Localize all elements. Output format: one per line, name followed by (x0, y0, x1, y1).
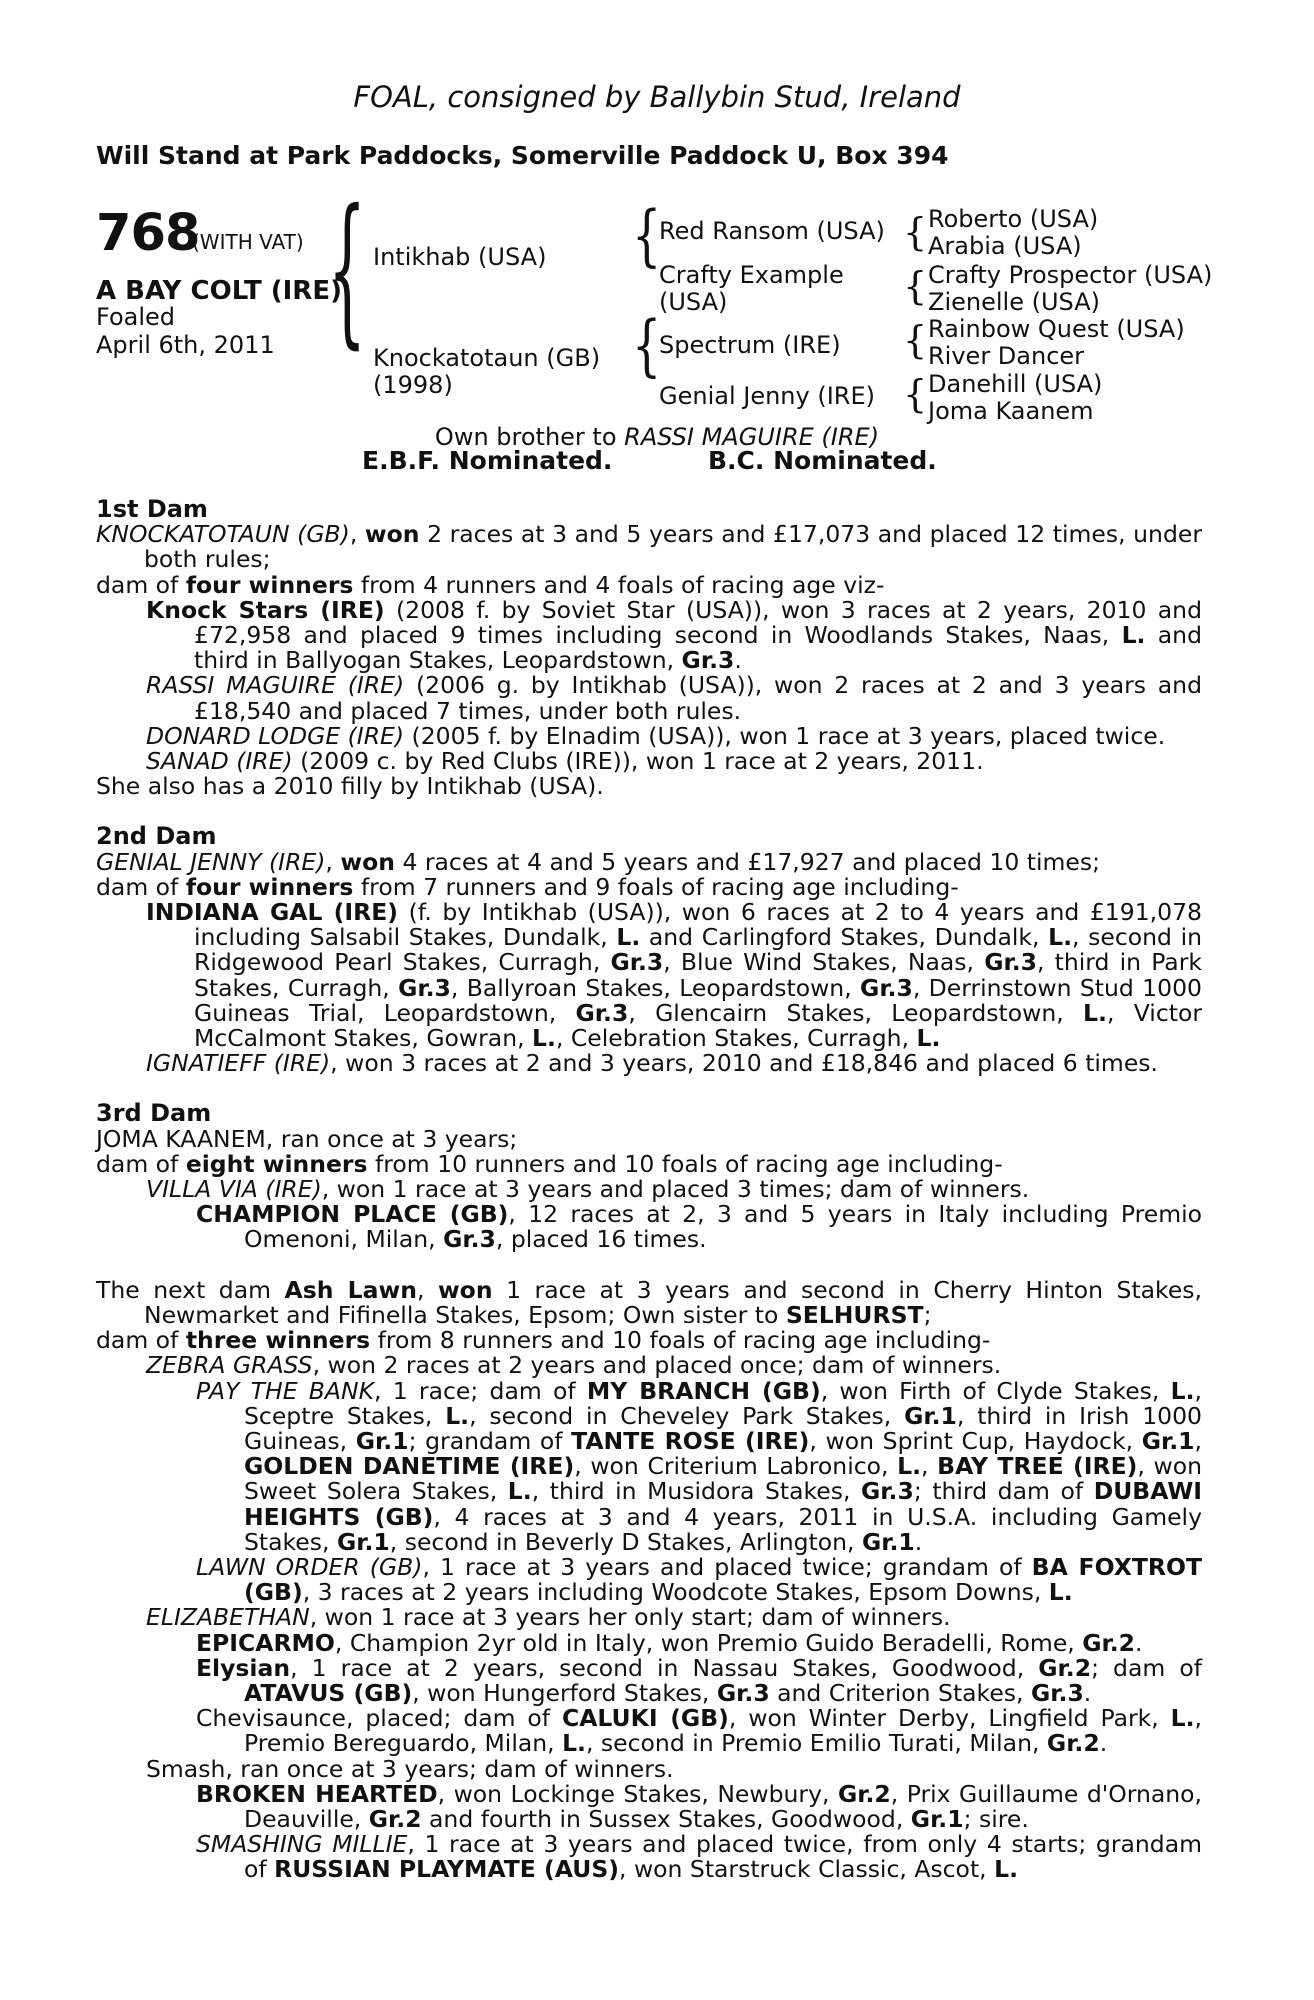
dam-sire: Spectrum (IRE) (659, 331, 841, 359)
ebf-nomination: E.B.F. Nominated. (362, 446, 613, 475)
ancestor: Roberto (USA) (928, 205, 1099, 233)
produce-entry: INDIANA GAL (IRE) (f. by Intikhab (USA)), won 6 races at 2 to 4 years and £191,078 including Salsabil Stakes, Dundalk, L. and Carlingford Stakes, Dundalk, L., second in Ridgewood Pearl Stakes, Curragh, Gr.3, Blue Wind Stakes, Naas, Gr.3, third in Park Stakes, Curragh, Gr.3, Ballyroan Stakes, Leopardstown, Gr.3, Derrinstown Stud 1000 Guineas Trial, Leopardstown, Gr.3, Glencairn Stakes, Leopardstown, L., Victor McCalmont Stakes, Gowran, L., Celebration Stakes, Curragh, L. (146, 898, 1203, 1053)
sire-dam-country: (USA) (659, 288, 728, 316)
pedigree-brace: { (903, 264, 928, 308)
produce-entry: LAWN ORDER (GB), 1 race at 3 years and placed twice; grandam of BA FOXTROT (GB), 3 races at 2 years including Woodcote Stakes, Epsom Downs, L. (196, 1552, 1202, 1607)
produce-entry: ZEBRA GRASS, won 2 races at 2 years and placed once; dam of winners. (146, 1351, 1002, 1380)
second-dam-heading: 2nd Dam (96, 822, 217, 851)
dam-entry: KNOCKATOTAUN (GB), won 2 races at 3 and 5 years and £17,073 and placed 12 times, under both rules; (96, 520, 1202, 574)
dam-produce-summary: dam of four winners from 4 runners and 4 foals of racing age viz- (96, 570, 885, 599)
dam-entry: JOMA KAANEM, ran once at 3 years; (96, 1124, 518, 1153)
dam-produce-summary: dam of four winners from 7 runners and 9 foals of racing age including- (96, 872, 959, 901)
pedigree-brace: { (328, 176, 367, 366)
consignment-line: FOAL, consigned by Ballybin Stud, Ireland (353, 80, 961, 114)
dam: Knockatotaun (GB) (373, 344, 601, 372)
produce-entry: ELIZABETHAN, won 1 race at 3 years her only start; dam of winners. (146, 1603, 951, 1632)
foaled-label: Foaled (96, 303, 176, 331)
produce-entry: Elysian, 1 race at 2 years, second in Nassau Stakes, Goodwood, Gr.2; dam of ATAVUS (GB), won Hungerford Stakes, Gr.3 and Criterion Stakes, Gr.3. (196, 1653, 1203, 1707)
sire: Intikhab (USA) (373, 243, 547, 271)
produce-entry: VILLA VIA (IRE), won 1 race at 3 years and placed 3 times; dam of winners. (146, 1175, 1030, 1204)
bc-nomination: B.C. Nominated. (708, 446, 937, 475)
sire-dam: Crafty Example (659, 261, 844, 289)
produce-entry: PAY THE BANK, 1 race; dam of MY BRANCH (GB), won Firth of Clyde Stakes, L., Sceptre Stakes, L., second in Cheveley Park Stakes, Gr.1, third in Irish 1000 Guineas, Gr.1; grandam of TANTE ROSE (IRE), won Sprint Cup, Haydock, Gr.1, GOLDEN DANETIME (IRE), won Criterium Labronico, L., BAY TREE (IRE), won Sweet Solera Stakes, L., third in Musidora Stakes, Gr.3; third dam of DUBAWI HEIGHTS (GB), 4 races at 3 and 4 years, 2011 in U.S.A. including Gamely Stakes, Gr.1, second in Beverly D Stakes, Arlington, Gr.1. (196, 1376, 1203, 1556)
dam-produce-summary: dam of three winners from 8 runners and 10 foals of racing age including- (96, 1326, 991, 1355)
next-dam-entry: The next dam Ash Lawn, won 1 race at 3 years and second in Cherry Hinton Stakes, Newmarket and Fifinella Stakes, Epsom; Own sister to SELHURST; (96, 1275, 1202, 1329)
produce-entry: SMASHING MILLIE, 1 race at 3 years and placed twice, from only 4 starts; grandam of RUSSIAN PLAYMATE (AUS), won Starstruck Classic, Ascot, L. (196, 1830, 1203, 1884)
dam-produce-summary: dam of eight winners from 10 runners and 10 foals of racing age including- (96, 1149, 1003, 1178)
lot-title: A BAY COLT (IRE) (96, 276, 342, 306)
pedigree-brace: { (632, 195, 662, 275)
third-dam-heading: 3rd Dam (96, 1099, 212, 1128)
foaled-date: April 6th, 2011 (96, 331, 275, 359)
produce-entry: Knock Stars (IRE) (2008 f. by Soviet Star (USA)), won 3 races at 2 years, 2010 and £72,958 and placed 9 times including second in Woodlands Stakes, Naas, L. and third in Ballyogan Stakes, Leopardstown, Gr.3. (146, 595, 1202, 675)
produce-entry: EPICARMO, Champion 2yr old in Italy, won Premio Guido Beradelli, Rome, Gr.2. (196, 1628, 1143, 1657)
produce-entry: DONARD LODGE (IRE) (2005 f. by Elnadim (USA)), won 1 race at 3 years, placed twice. (146, 721, 1166, 750)
ancestor: Danehill (USA) (928, 370, 1103, 398)
produce-entry: Smash, ran once at 3 years; dam of winners. (146, 1754, 674, 1783)
ancestor: Rainbow Quest (USA) (928, 315, 1185, 343)
stand-location: Will Stand at Park Paddocks, Somerville Paddock U, Box 394 (96, 141, 949, 170)
first-dam-heading: 1st Dam (96, 495, 208, 523)
dam-dam: Genial Jenny (IRE) (659, 382, 875, 410)
lot-number: 768 (96, 204, 200, 263)
produce-entry: BROKEN HEARTED, won Lockinge Stakes, Newbury, Gr.2, Prix Guillaume d'Ornano, Deauville, Gr.2 and fourth in Sussex Stakes, Goodwood, Gr.1; sire. (196, 1779, 1202, 1833)
produce-entry: RASSI MAGUIRE (IRE) (2006 g. by Intikhab (USA)), won 2 races at 2 and 3 years and £18,540 and placed 7 times, under both rules. (146, 671, 1202, 725)
sire-sire: Red Ransom (USA) (659, 217, 885, 245)
produce-entry: CHAMPION PLACE (GB), 12 races at 2, 3 and 5 years in Italy including Premio Omenoni, Milan, Gr.3, placed 16 times. (196, 1200, 1203, 1254)
pedigree-brace: { (903, 372, 928, 416)
catalogue-body (96, 497, 1202, 1883)
ancestor: Arabia (USA) (928, 232, 1082, 260)
dam-year: (1998) (373, 371, 453, 399)
dam-entry: GENIAL JENNY (IRE), won 4 races at 4 and 5 years and £17,927 and placed 10 times; (96, 847, 1101, 876)
own-brother-note: Own brother to RASSI MAGUIRE (IRE) (434, 423, 880, 451)
produce-entry: SANAD (IRE) (2009 c. by Red Clubs (IRE)), won 1 race at 2 years, 2011. (146, 747, 984, 776)
vat-note: (WITH VAT) (192, 230, 304, 254)
ancestor: Joma Kaanem (928, 397, 1094, 425)
pedigree-brace: { (903, 210, 928, 254)
pedigree-brace: { (632, 305, 662, 385)
ancestor: Crafty Prospector (USA) (928, 261, 1213, 289)
produce-entry: IGNATIEFF (IRE), won 3 races at 2 and 3 years, 2010 and £18,846 and placed 6 times. (146, 1049, 1158, 1078)
ancestor: Zienelle (USA) (928, 288, 1100, 316)
produce-note: She also has a 2010 filly by Intikhab (USA). (96, 772, 604, 801)
pedigree-brace: { (903, 318, 928, 362)
produce-entry: Chevisaunce, placed; dam of CALUKI (GB), won Winter Derby, Lingfield Park, L., Premio Bereguardo, Milan, L., second in Premio Emilio Turati, Milan, Gr.2. (196, 1704, 1202, 1758)
ancestor: River Dancer (928, 342, 1085, 370)
